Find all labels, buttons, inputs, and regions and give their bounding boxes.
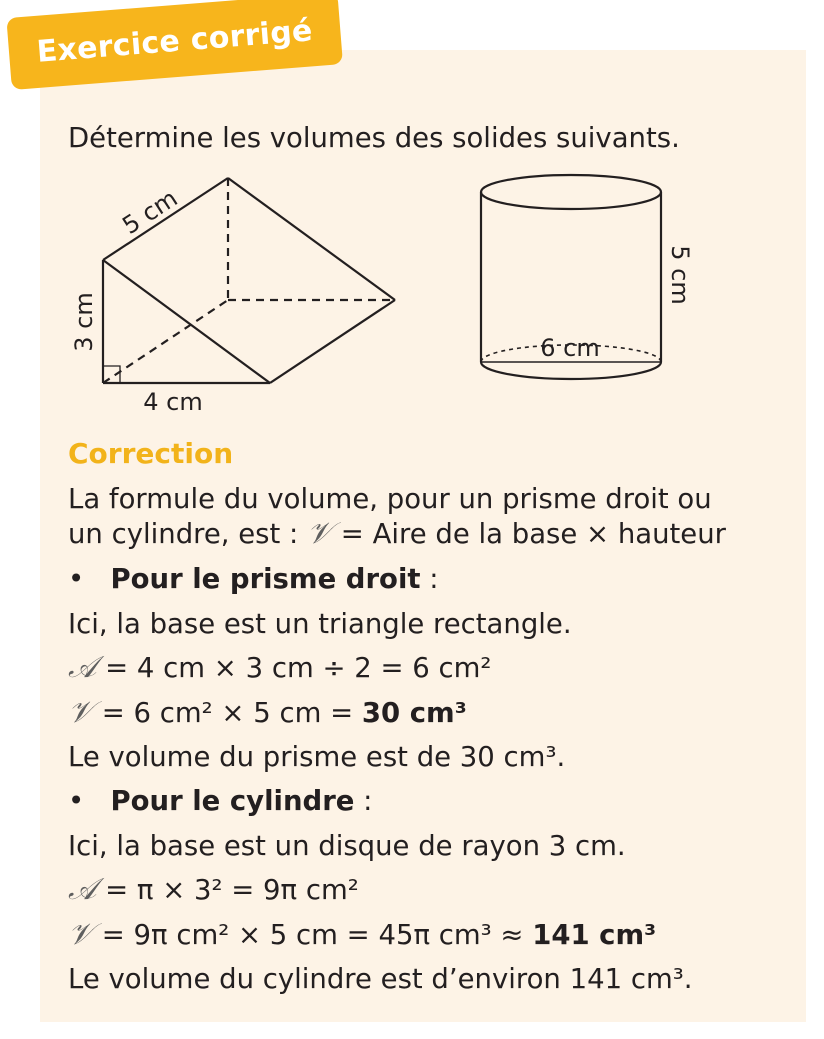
- prism-hidden-edge: [103, 300, 228, 383]
- area-symbol: 𝒜: [68, 872, 97, 907]
- heading-suffix: :: [420, 563, 439, 595]
- prism-base-text: Ici, la base est un triangle rectangle.: [68, 608, 572, 640]
- cylinder-heading: [68, 784, 372, 818]
- prism-heading: [68, 562, 439, 596]
- prism-label-base: 4 cm: [143, 388, 203, 416]
- prism-volume: [68, 696, 467, 730]
- prism-area-text: = 4 cm × 3 cm ÷ 2 = 6 cm²: [96, 652, 492, 684]
- cylinder-heading-text: Pour le cylindre: [110, 785, 355, 817]
- badge-label: Exercice corrigé: [35, 12, 314, 70]
- volume-symbol: 𝒱: [307, 516, 333, 551]
- cylinder-area: [68, 873, 359, 907]
- prism-label-top: 5 cm: [117, 184, 183, 240]
- correction-title: Correction: [68, 437, 234, 470]
- prism-edge: [228, 178, 395, 300]
- figures: [0, 0, 824, 440]
- cylinder-base-text: Ici, la base est un disque de rayon 3 cm.: [68, 830, 626, 862]
- formula-text: un cylindre, est :: [68, 518, 308, 550]
- cylinder-top: [481, 175, 661, 209]
- prism-edge: [103, 260, 270, 383]
- prism-area: [68, 651, 491, 685]
- cylinder-volume-text: = 9π cm² × 5 cm = 45π cm³ ≈: [93, 919, 533, 951]
- bullet: •: [68, 563, 85, 595]
- formula-text: = Aire de la base × hauteur: [332, 518, 726, 550]
- cylinder-volume-result: 141 cm³: [532, 919, 657, 951]
- cylinder-base-front: [481, 362, 661, 379]
- heading-suffix: :: [354, 785, 373, 817]
- prism-edge: [270, 300, 395, 383]
- cylinder-label-diameter: 6 cm: [540, 334, 600, 362]
- bullet: •: [68, 785, 85, 817]
- prism-volume-text: = 6 cm² × 5 cm =: [93, 697, 362, 729]
- cylinder-volume: [68, 918, 656, 952]
- cylinder-area-text: = π × 3² = 9π cm²: [96, 874, 359, 906]
- formula-line-2: [68, 517, 726, 551]
- cylinder-label-height: 5 cm: [666, 245, 694, 305]
- prism-label-height: 3 cm: [70, 292, 98, 352]
- exercise-statement: Détermine les volumes des solides suivants.: [68, 122, 680, 154]
- formula-line-1: La formule du volume, pour un prisme droit ou: [68, 483, 712, 515]
- cylinder-conclusion: Le volume du cylindre est d’environ 141 cm³.: [68, 963, 693, 995]
- volume-symbol: 𝒱: [68, 695, 93, 730]
- volume-symbol: 𝒱: [68, 917, 93, 952]
- prism-volume-result: 30 cm³: [361, 697, 467, 729]
- prism-conclusion: Le volume du prisme est de 30 cm³.: [68, 741, 566, 773]
- prism-heading-text: Pour le prisme droit: [110, 563, 421, 595]
- area-symbol: 𝒜: [68, 650, 97, 685]
